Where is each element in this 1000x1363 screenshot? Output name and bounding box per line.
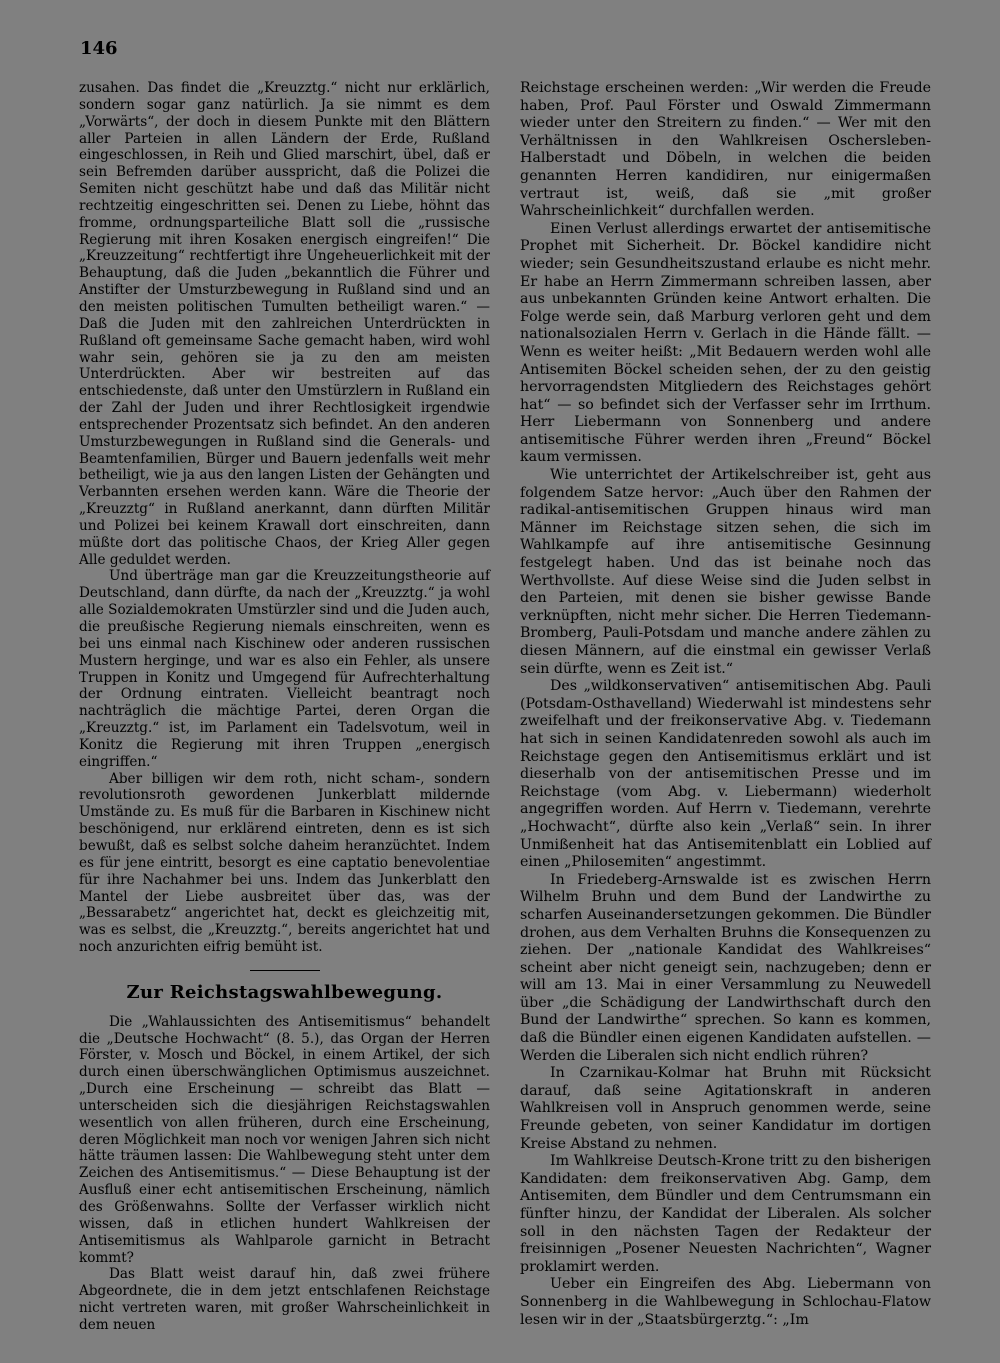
paragraph: In Czarnikau-Kolmar hat Bruhn mit Rücksicht darauf, daß seine Agitationskraft in anderen Wahlkreisen voll in Anspruch genommen werde, seine Freunde gebeten, von seiner Kandidatur im dortigen Kreise Abstand zu nehmen.	[520, 1065, 931, 1152]
right-column	[520, 80, 931, 1329]
paragraph: Wie unterrichtet der Artikelschreiber ist, geht aus folgendem Satze hervor: „Auch über den Rahmen der radikal-antisemitischen Gruppen hinaus wird man Männer im Reichstage sitzen sehen, die sich im Wahlkampfe auf ihre antisemitische Gesinnung festgelegt haben. Und das ist beinahe noch das Werthvollste. Auf diese Weise sind die Juden selbst in den Parteien, mit denen sie bisher gewisse Bande verknüpften, nicht mehr sicher. Die Herren Tiedemann-Bromberg, Pauli-Potsdam und manche andere zählen zu diesen Männern, auf die einstmal ein gewisser Verlaß sein dürfte, wenn es Zeit ist.“	[520, 467, 931, 677]
paragraph: Ueber ein Eingreifen des Abg. Liebermann von Sonnenberg in die Wahlbewegung in Schlochau-Flatow lesen wir in der „Staatsbürgerztg.“: „Im	[520, 1276, 931, 1328]
paragraph: Des „wildkonservativen“ antisemitischen Abg. Pauli (Potsdam-Osthavelland) Wiederwahl ist mindestens sehr zweifelhaft und der freikonservative Abg. v. Tiedemann hat sich in seinen Kandidatenreden sowohl als auch im Reichstage gegen den Antisemitismus erklärt und ist dieserhalb von der antisemitischen Presse und im Reichstage (vom Abg. v. Liebermann) wiederholt angegriffen worden. Auf Herrn v. Tiedemann, verehrte „Hochwacht“, dürfte also kein „Verlaß“ sein. In ihrer Unmißenheit hat das Antisemitenblatt ein Loblied auf einen „Philosemiten“ angestimmt.	[520, 678, 931, 871]
section-divider	[250, 970, 320, 971]
page-number: 146	[80, 38, 118, 59]
paragraph: Das Blatt weist darauf hin, daß zwei frühere Abgeordnete, die in dem jetzt entschlafenen Reichstage nicht vertreten waren, mit großer Wahrscheinlichkeit in dem neuen	[79, 1266, 490, 1333]
paragraph: Aber billigen wir dem roth, nicht scham-, sondern revolutionsroth gewordenen Junkerblatt mildernde Umstände zu. Es muß für die Barbaren in Kischinew nicht beschönigend, nur erklärend eintreten, denn es ist sich bewußt, daß es selbst solche daheim heranzüchtet. Indem es für jene eintritt, besorgt es eine captatio benevolentiae für ihre Nachahmer bei uns. Indem das Junkerblatt den Mantel der Liebe ausbreitet über das, was der „Bessarabetz“ angerichtet hat, deckt es gleichzeitig mit, was es selbst, die „Kreuzztg.“, bereits angerichtet hat und noch anzurichten eifrig bemüht ist.	[79, 770, 490, 956]
paragraph: Und überträge man gar die Kreuzzeitungstheorie auf Deutschland, dann dürfte, da nach der „Kreuzztg.“ ja wohl alle Sozialdemokraten Umstürzler sind und die Juden auch, die preußische Regierung niemals einschreiten, wenn es bei uns einmal nach Kischinew oder anderen russischen Mustern herginge, und war es also ein Fehler, als unsere Truppen in Konitz und Umgegend für Aufrechterhaltung der Ordnung eintraten. Vielleicht beantragt noch nachträglich die mächtige Partei, deren Organ die „Kreuzztg.“ ist, im Parlament ein Tadelsvotum, weil in Konitz die Regierung mit ihren Truppen „energisch eingriffen.“	[79, 568, 490, 770]
paragraph: Im Wahlkreise Deutsch-Krone tritt zu den bisherigen Kandidaten: dem freikonservativen Abg. Gamp, dem Antisemiten, dem Bündler und dem Centrumsmann ein fünfter hinzu, der Kandidat der Liberalen. Als solcher soll in den nächsten Tagen der Redakteur der freisinnigen „Posener Neuesten Nachrichten“, Wagner proklamirt werden.	[520, 1153, 931, 1275]
paragraph: Reichstage erscheinen werden: „Wir werden die Freude haben, Prof. Paul Förster und Oswald Zimmermann wieder unter den Streitern zu finden.“ — Wer mit den Verhältnissen in den Wahlkreisen Oschersleben-Halberstadt und Döbeln, in welchen die beiden genannten Herren kandidiren, nur einigermaßen vertraut ist, weiß, daß sie „mit großer Wahrscheinlichkeit“ durchfallen werden.	[520, 80, 931, 220]
paragraph: zusahen. Das findet die „Kreuzztg.“ nicht nur erklärlich, sondern sogar ganz natürlich. Ja sie nimmt es dem „Vorwärts“, der doch in diesem Punkte mit den Blättern aller Parteien in allen Ländern der Erde, Rußland eingeschlossen, in Reih und Glied marschirt, übel, daß er sein Befremden darüber ausspricht, daß die Polizei die Semiten nicht geschützt habe und daß das Militär nicht rechtzeitig eingeschritten sei. Denen zu Liebe, höhnt das fromme, ordnungsparteiliche Blatt soll die „russische Regierung mit ihren Kosaken energisch eingreifen!“ Die „Kreuzzeitung“ rechtfertigt ihre Ungeheuerlichkeit mit der Behauptung, daß die Juden „bekanntlich die Führer und Anstifter der Umsturzbewegung in Rußland sind und an den meisten politischen Tumulten betheiligt waren.“ — Daß die Juden mit den zahlreichen Unterdrückten in Rußland oft gemeinsame Sache gemacht haben, wird wohl wahr sein, gehören sie ja zu den am meisten Unterdrückten. Aber wir bestreiten auf das entschiedenste, daß unter den Umstürzlern in Rußland ein der Zahl der Juden und ihrer Rechtlosigkeit irgendwie entsprechender Prozentsatz sich befindet. An den anderen Umsturzbewegungen in Rußland sind die Generals- und Beamtenfamilien, Bürger und Bauern jedenfalls weit mehr betheiligt, wie ja aus den langen Listen der Gehängten und Verbannten ersehen werden kann. Wäre die Theorie der „Kreuzztg“ in Rußland anerkannt, dann dürften Militär und Polizei bei keinem Krawall dort einschreiten, dann müßte dort das politische Chaos, der Krieg Aller gegen Alle geduldet werden.	[79, 80, 490, 568]
paragraph: Die „Wahlaussichten des Antisemitismus“ behandelt die „Deutsche Hochwacht“ (8. 5.), das Organ der Herren Förster, v. Mosch und Böckel, in einem Artikel, der sich durch einen überschwänglichen Optimismus auszeichnet. „Durch eine Erscheinung — schreibt das Blatt — unterscheiden sich die diesjährigen Reichstagswahlen wesentlich von allen früheren, durch eine Erscheinung, deren Möglichkeit man noch vor wenigen Jahren sich nicht hätte träumen lassen: Die Wahlbewegung steht unter dem Zeichen des Antisemitismus.“ — Diese Behauptung ist der Ausfluß einer echt antisemitischen Erscheinung, nämlich des Größenwahns. Sollte der Verfasser wirklich nicht wissen, daß in etlichen hundert Wahlkreisen der Antisemitismus als Wahlparole garnicht in Betracht kommt?	[79, 1013, 490, 1266]
paragraph: In Friedeberg-Arnswalde ist es zwischen Herrn Wilhelm Bruhn und dem Bund der Landwirthe zu scharfen Auseinandersetzungen gekommen. Die Bündler drohen, aus dem Verhalten Bruhns die Konsequenzen zu ziehen. Der „nationale Kandidat des Wahlkreises“ scheint aber nicht geneigt sein, nachzugeben; denn er will am 13. Mai in einer Versammlung zu Neuwedell über „die Schädigung der Landwirthschaft durch den Bund der Landwirthe“ sprechen. So kann es kommen, daß die Bündler einen eigenen Kandidaten aufstellen. — Werden die Liberalen sich nicht endlich rühren?	[520, 871, 931, 1064]
paragraph: Einen Verlust allerdings erwartet der antisemitische Prophet mit Sicherheit. Dr. Böckel kandidire nicht wieder; sein Gesundheitszustand erlaube es nicht mehr. Er habe an Herrn Zimmermann schreiben lassen, aber aus unbekannten Gründen keine Antwort erhalten. Die Folge werde sein, daß Marburg verloren geht und dem nationalsozialen Herrn v. Gerlach in die Hände fällt. — Wenn es weiter heißt: „Mit Bedauern werden wohl alle Antisemiten Böckel scheiden sehen, der zu den geistig hervorragendsten Mitgliedern des Reichstages gehört hat“ — so befindet sich der Verfasser sehr im Irrthum. Herr Liebermann von Sonnenberg und andere antisemitische Führer werden ihren „Freund“ Böckel kaum vermissen.	[520, 220, 931, 466]
left-column	[79, 80, 490, 1334]
section-heading: Zur Reichstagswahlbewegung.	[126, 981, 443, 1003]
